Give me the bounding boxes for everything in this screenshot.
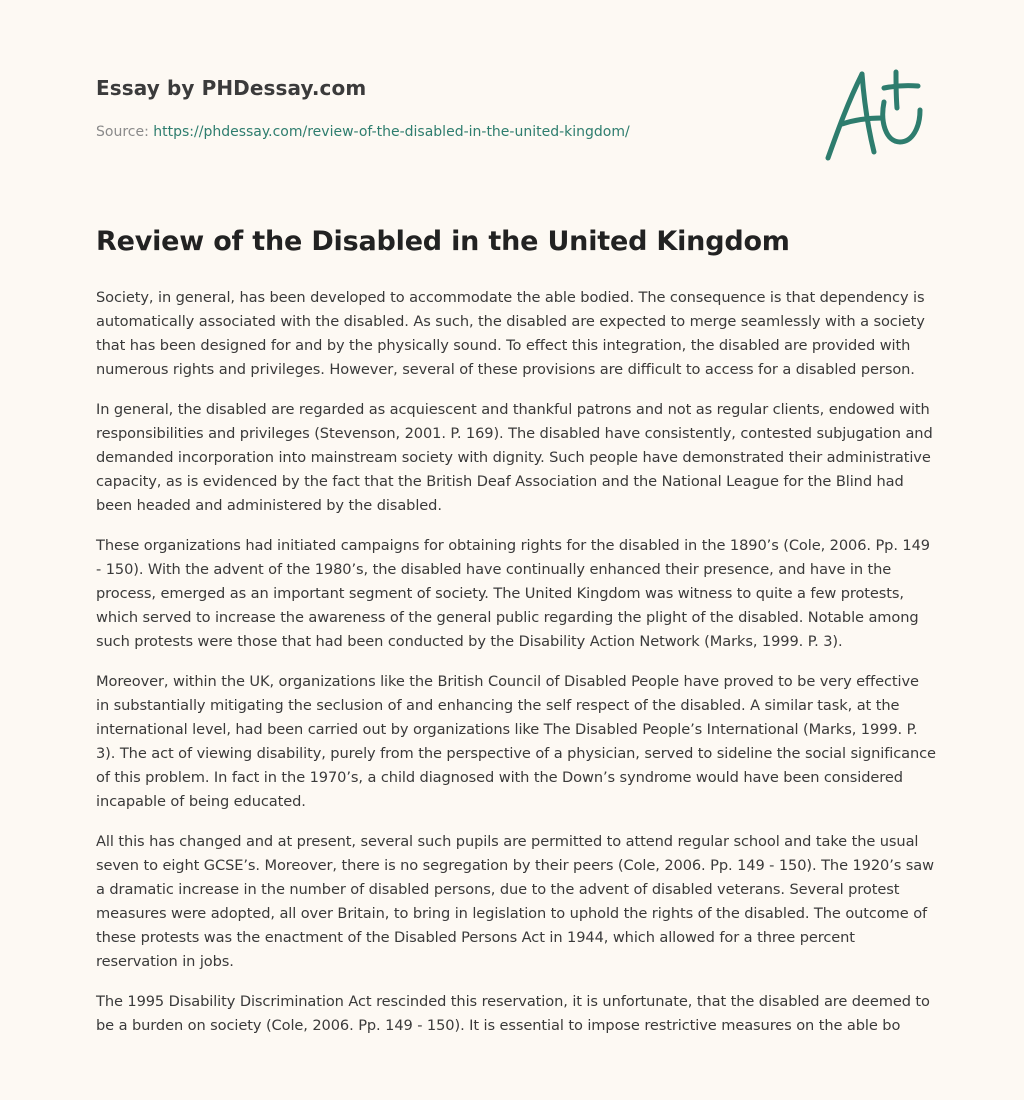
a-plus-logo-icon bbox=[824, 68, 928, 164]
source-label: Source: bbox=[96, 124, 154, 140]
source-link[interactable]: https://phdessay.com/review-of-the-disabled-in-the-united-kingdom/ bbox=[153, 124, 630, 140]
essay-body bbox=[96, 286, 936, 1054]
paragraph: These organizations had initiated campaigns for obtaining rights for the disabled in the 1890’s (Cole, 2006. Pp. 149 - 150). With the advent of the 1980’s, the disabled have continually enhanced their presence, and have in the process, emerged as an important segment of society. The United Kingdom was witness to quite a few protests, which served to increase the awareness of the general public regarding the plight of the disabled. Notable among such protests were those that had been conducted by the Disability Action Network (Marks, 1999. P. 3). bbox=[96, 537, 930, 650]
paragraph: The 1995 Disability Discrimination Act rescinded this reservation, it is unfortunate, that the disabled are deemed to be a burden on society (Cole, 2006. Pp. 149 - 150). It is essential to impose restrictive measures on the able bo bbox=[96, 993, 930, 1034]
paragraph: In general, the disabled are regarded as acquiescent and thankful patrons and not as regular clients, endowed with responsibilities and privileges (Stevenson, 2001. P. 169). The disabled have consistently, contested subjugation and demanded incorporation into mainstream society with dignity. Such people have demonstrated their administrative capacity, as is evidenced by the fact that the British Deaf Association and the National League for the Blind had been headed and administered by the disabled. bbox=[96, 401, 933, 514]
brand-title: Essay by PHDessay.com bbox=[96, 76, 367, 100]
paragraph: Society, in general, has been developed to accommodate the able bodied. The consequence is that dependency is automatically associated with the disabled. As such, the disabled are expected to merge seamlessly with a society that has been designed for and by the physically sound. To effect this integration, the disabled are provided with numerous rights and privileges. However, several of these provisions are difficult to access for a disabled person. bbox=[96, 289, 925, 378]
paragraph: All this has changed and at present, several such pupils are permitted to attend regular school and take the usual seven to eight GCSE’s. Moreover, there is no segregation by their peers (Cole, 2006. Pp. 149 - 150). The 1920’s saw a dramatic increase in the number of disabled persons, due to the advent of disabled veterans. Several protest measures were adopted, all over Britain, to bring in legislation to uphold the rights of the disabled. The outcome of these protests was the enactment of the Disabled Persons Act in 1944, which allowed for a three percent reservation in jobs. bbox=[96, 833, 934, 970]
source-line bbox=[96, 124, 630, 140]
paragraph: Moreover, within the UK, organizations like the British Council of Disabled People have proved to be very effective in substantially mitigating the seclusion of and enhancing the self respect of the disabled. A similar task, at the international level, had been carried out by organizations like The Disabled People’s International (Marks, 1999. P. 3). The act of viewing disability, purely from the perspective of a physician, served to sideline the social significance of this problem. In fact in the 1970’s, a child diagnosed with the Down’s syndrome would have been considered incapable of being educated. bbox=[96, 673, 936, 810]
essay-header bbox=[96, 72, 936, 172]
essay-title: Review of the Disabled in the United Kingdom bbox=[96, 226, 790, 257]
